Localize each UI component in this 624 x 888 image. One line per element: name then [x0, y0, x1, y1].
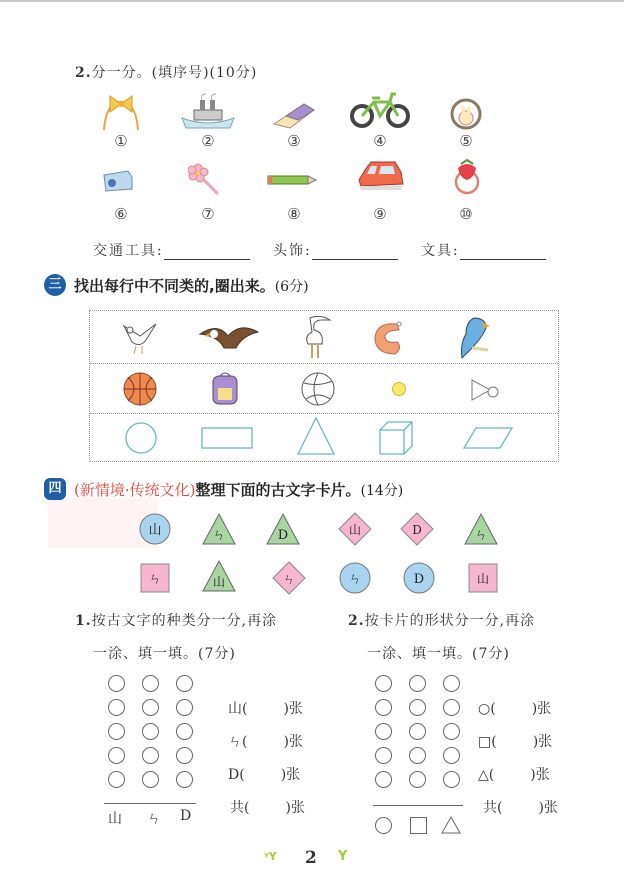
- card-circle-blue-mountain: [138, 512, 172, 546]
- bubble-circle[interactable]: [142, 771, 159, 788]
- paren-close-unit: )张: [283, 734, 303, 750]
- paren-close-unit: )张: [530, 767, 550, 783]
- section-4-text: 整理下面的古文字卡片。: [195, 481, 361, 499]
- card-square-pink-mountain: [466, 561, 500, 595]
- bicycle-icon: [350, 88, 410, 130]
- card-diamond-pink-moon: [400, 512, 434, 546]
- paren-open: (: [242, 701, 248, 717]
- square-label-icon: □: [478, 734, 492, 750]
- bubble-circle[interactable]: [409, 747, 426, 764]
- sub1-line2: 一涂、填一填。(7分): [93, 646, 236, 662]
- bubble-circle[interactable]: [409, 723, 426, 740]
- sub1-row-person: [228, 731, 303, 751]
- bubble-circle[interactable]: [375, 723, 392, 740]
- sub2-number: 2.: [348, 613, 365, 629]
- item-label-9: ⑨: [373, 205, 387, 223]
- paren-close-unit: )张: [283, 701, 303, 717]
- item-label-6: ⑥: [114, 205, 128, 223]
- bubble-circle[interactable]: [142, 723, 159, 740]
- item-label-3: ③: [287, 132, 301, 150]
- section-4-points: (14分): [360, 483, 404, 499]
- svg-text:ㄣ: ㄣ: [212, 528, 226, 543]
- sub2-row-square: [478, 731, 552, 751]
- bubble-circle[interactable]: [108, 675, 125, 692]
- circle-label-icon: ○: [478, 701, 491, 717]
- backpack-icon[interactable]: [210, 370, 240, 406]
- ship-icon: [180, 92, 236, 132]
- paren-close-unit: )张: [531, 701, 552, 717]
- bow-headband-icon: [96, 92, 146, 132]
- bubble-circle[interactable]: [443, 675, 460, 692]
- paren-close-unit: )张: [285, 800, 305, 816]
- sub2-axis-circle-icon: [375, 817, 392, 834]
- svg-text:山: 山: [148, 523, 162, 538]
- section-3-badge: 三: [44, 274, 66, 296]
- transport-label: 交通工具:: [93, 243, 164, 259]
- bubble-circle[interactable]: [142, 747, 159, 764]
- bunny-hair-tie-icon: [446, 90, 486, 132]
- headwear-blank: [273, 240, 398, 260]
- strawberry-hair-tie-icon: [452, 158, 482, 196]
- card-triangle-green-person-2: [464, 512, 498, 546]
- svg-text:山: 山: [212, 575, 226, 589]
- card-triangle-green-moon: [266, 512, 300, 546]
- triangle-label-icon: △: [478, 767, 489, 783]
- paren-open: (: [239, 767, 245, 783]
- stationery-input[interactable]: [460, 246, 546, 260]
- sub2-axis-line: [373, 805, 463, 806]
- transport-blank: [93, 240, 250, 260]
- item-label-2: ②: [201, 132, 215, 150]
- moon-glyph-icon: D: [228, 767, 240, 783]
- total-label: 共: [230, 800, 244, 816]
- svg-text:ㄣ: ㄣ: [148, 572, 162, 587]
- person-glyph-icon: ㄣ: [228, 734, 242, 750]
- sub1-axis-mountain: 山: [108, 811, 122, 827]
- bubble-circle[interactable]: [176, 723, 193, 740]
- bubble-circle[interactable]: [108, 723, 125, 740]
- transport-input[interactable]: [164, 246, 250, 260]
- paren-open: (: [488, 767, 495, 783]
- eagle-icon[interactable]: [198, 318, 260, 358]
- bubble-circle[interactable]: [409, 771, 426, 788]
- q2-number: 2.: [75, 65, 92, 81]
- bubble-circle[interactable]: [375, 771, 392, 788]
- headwear-input[interactable]: [312, 246, 398, 260]
- pencil-icon: [266, 170, 318, 190]
- svg-text:ㄣ: ㄣ: [348, 572, 362, 587]
- svg-text:D: D: [413, 572, 425, 587]
- sub2-row-circle: [478, 698, 551, 718]
- paren-open: (: [497, 800, 503, 816]
- item-label-4: ④: [373, 132, 387, 150]
- svg-text:D: D: [412, 523, 422, 537]
- page-number: 2: [305, 848, 317, 868]
- stationery-label: 文具:: [421, 243, 460, 259]
- sub2-text: 按卡片的形状分一分,再涂: [364, 613, 536, 629]
- eraser-icon: [268, 96, 318, 136]
- sub1-row-mountain: [228, 698, 303, 718]
- bubble-circle[interactable]: [443, 771, 460, 788]
- card-circle-blue-person: [338, 561, 372, 595]
- card-circle-blue-moon: [402, 561, 436, 595]
- sub1-number: 1.: [75, 613, 92, 629]
- bubble-circle[interactable]: [142, 699, 159, 716]
- bubble-circle[interactable]: [108, 747, 125, 764]
- volleyball-icon[interactable]: [300, 371, 336, 407]
- paren-open: (: [491, 734, 497, 750]
- svg-text:ㄣ: ㄣ: [474, 528, 488, 543]
- svg-text:山: 山: [476, 572, 490, 586]
- section-4-tag: (新情境·传统文化): [74, 481, 196, 499]
- sub1-row-total: [230, 797, 305, 817]
- sub2-line1: [348, 610, 535, 630]
- small-ball-icon[interactable]: [392, 382, 406, 396]
- stationery-blank: [421, 240, 546, 260]
- sub1-axis-line: [104, 803, 196, 804]
- sub2-row-total: [483, 797, 558, 817]
- mountain-glyph-icon: 山: [228, 701, 242, 717]
- sub2-line2: 一涂、填一填。(7分): [367, 646, 510, 662]
- sub2-row-triangle: [478, 764, 550, 784]
- bubble-circle[interactable]: [375, 747, 392, 764]
- shrimp-icon[interactable]: [371, 318, 407, 358]
- q2-title: [75, 62, 257, 82]
- cube-shape-icon[interactable]: [378, 420, 414, 456]
- sub1-axis-person: ㄣ: [147, 811, 161, 827]
- pencil-sharpener-icon: [100, 165, 136, 195]
- card-triangle-green-mountain: [202, 559, 236, 593]
- bubble-circle[interactable]: [375, 699, 392, 716]
- paren-close-unit: )张: [538, 800, 558, 816]
- bubble-circle[interactable]: [443, 723, 460, 740]
- bubble-circle[interactable]: [443, 747, 460, 764]
- section-3-points: (6分): [274, 279, 309, 295]
- paren-open: (: [244, 800, 250, 816]
- q2-text: 分一分。(填序号)(10分): [91, 65, 258, 81]
- section-3-title: [74, 275, 309, 296]
- card-diamond-pink-person: [272, 561, 306, 595]
- item-label-7: ⑦: [201, 205, 215, 223]
- bubble-circle[interactable]: [409, 675, 426, 692]
- bubble-circle[interactable]: [176, 771, 193, 788]
- section-3-text: 找出每行中不同类的,圈出来。: [74, 277, 275, 295]
- bubble-circle[interactable]: [108, 699, 125, 716]
- shuttlecock-icon[interactable]: [470, 378, 500, 402]
- sub1-line1: [75, 610, 277, 630]
- paren-open: (: [242, 734, 248, 750]
- total-label: 共: [483, 800, 497, 816]
- sub1-text: 按古文字的种类分一分,再涂: [91, 613, 278, 629]
- item-label-10: ⑩: [459, 205, 473, 223]
- sub2-axis-triangle-icon: [441, 815, 461, 835]
- parallelogram-shape-icon[interactable]: [462, 424, 514, 452]
- sub1-row-moon: [228, 764, 300, 784]
- sprout-decoration-icon: ᵞY: [264, 850, 277, 863]
- parrot-icon[interactable]: [452, 314, 492, 360]
- basketball-icon[interactable]: [122, 371, 158, 407]
- seagull-icon[interactable]: [120, 318, 160, 358]
- paren-open: (: [490, 701, 496, 717]
- bubble-circle[interactable]: [176, 675, 193, 692]
- flower-hairclip-icon: [188, 162, 224, 196]
- rectangle-shape-icon[interactable]: [200, 424, 256, 452]
- bubble-circle[interactable]: [375, 675, 392, 692]
- section-4-badge: 四: [44, 478, 66, 500]
- item-label-1: ①: [114, 132, 128, 150]
- bubble-circle[interactable]: [108, 771, 125, 788]
- bubble-circle[interactable]: [409, 699, 426, 716]
- paren-close-unit: )张: [532, 734, 553, 750]
- paren-close-unit: )张: [280, 767, 301, 783]
- headwear-label: 头饰:: [273, 243, 312, 259]
- top-border: [0, 0, 624, 2]
- circle-shape-icon[interactable]: [124, 421, 158, 455]
- svg-text:ㄣ: ㄣ: [282, 572, 296, 586]
- svg-text:D: D: [277, 528, 289, 543]
- heron-icon[interactable]: [300, 314, 336, 360]
- item-label-5: ⑤: [459, 132, 473, 150]
- triangle-shape-icon[interactable]: [296, 416, 336, 456]
- card-diamond-pink-mountain: [338, 512, 372, 546]
- section-4-title: [74, 479, 403, 500]
- sprout-decoration-icon: Y: [338, 849, 348, 864]
- bubble-circle[interactable]: [176, 699, 193, 716]
- bubble-circle[interactable]: [176, 747, 193, 764]
- item-label-8: ⑧: [287, 205, 301, 223]
- card-triangle-green-person: [202, 512, 236, 546]
- car-icon: [355, 158, 407, 194]
- svg-text:山: 山: [348, 523, 362, 537]
- bubble-circle[interactable]: [443, 699, 460, 716]
- sub2-axis-square-icon: [410, 817, 427, 834]
- bubble-circle[interactable]: [142, 675, 159, 692]
- sub1-axis-moon: D: [180, 808, 192, 824]
- card-square-pink-person: [138, 561, 172, 595]
